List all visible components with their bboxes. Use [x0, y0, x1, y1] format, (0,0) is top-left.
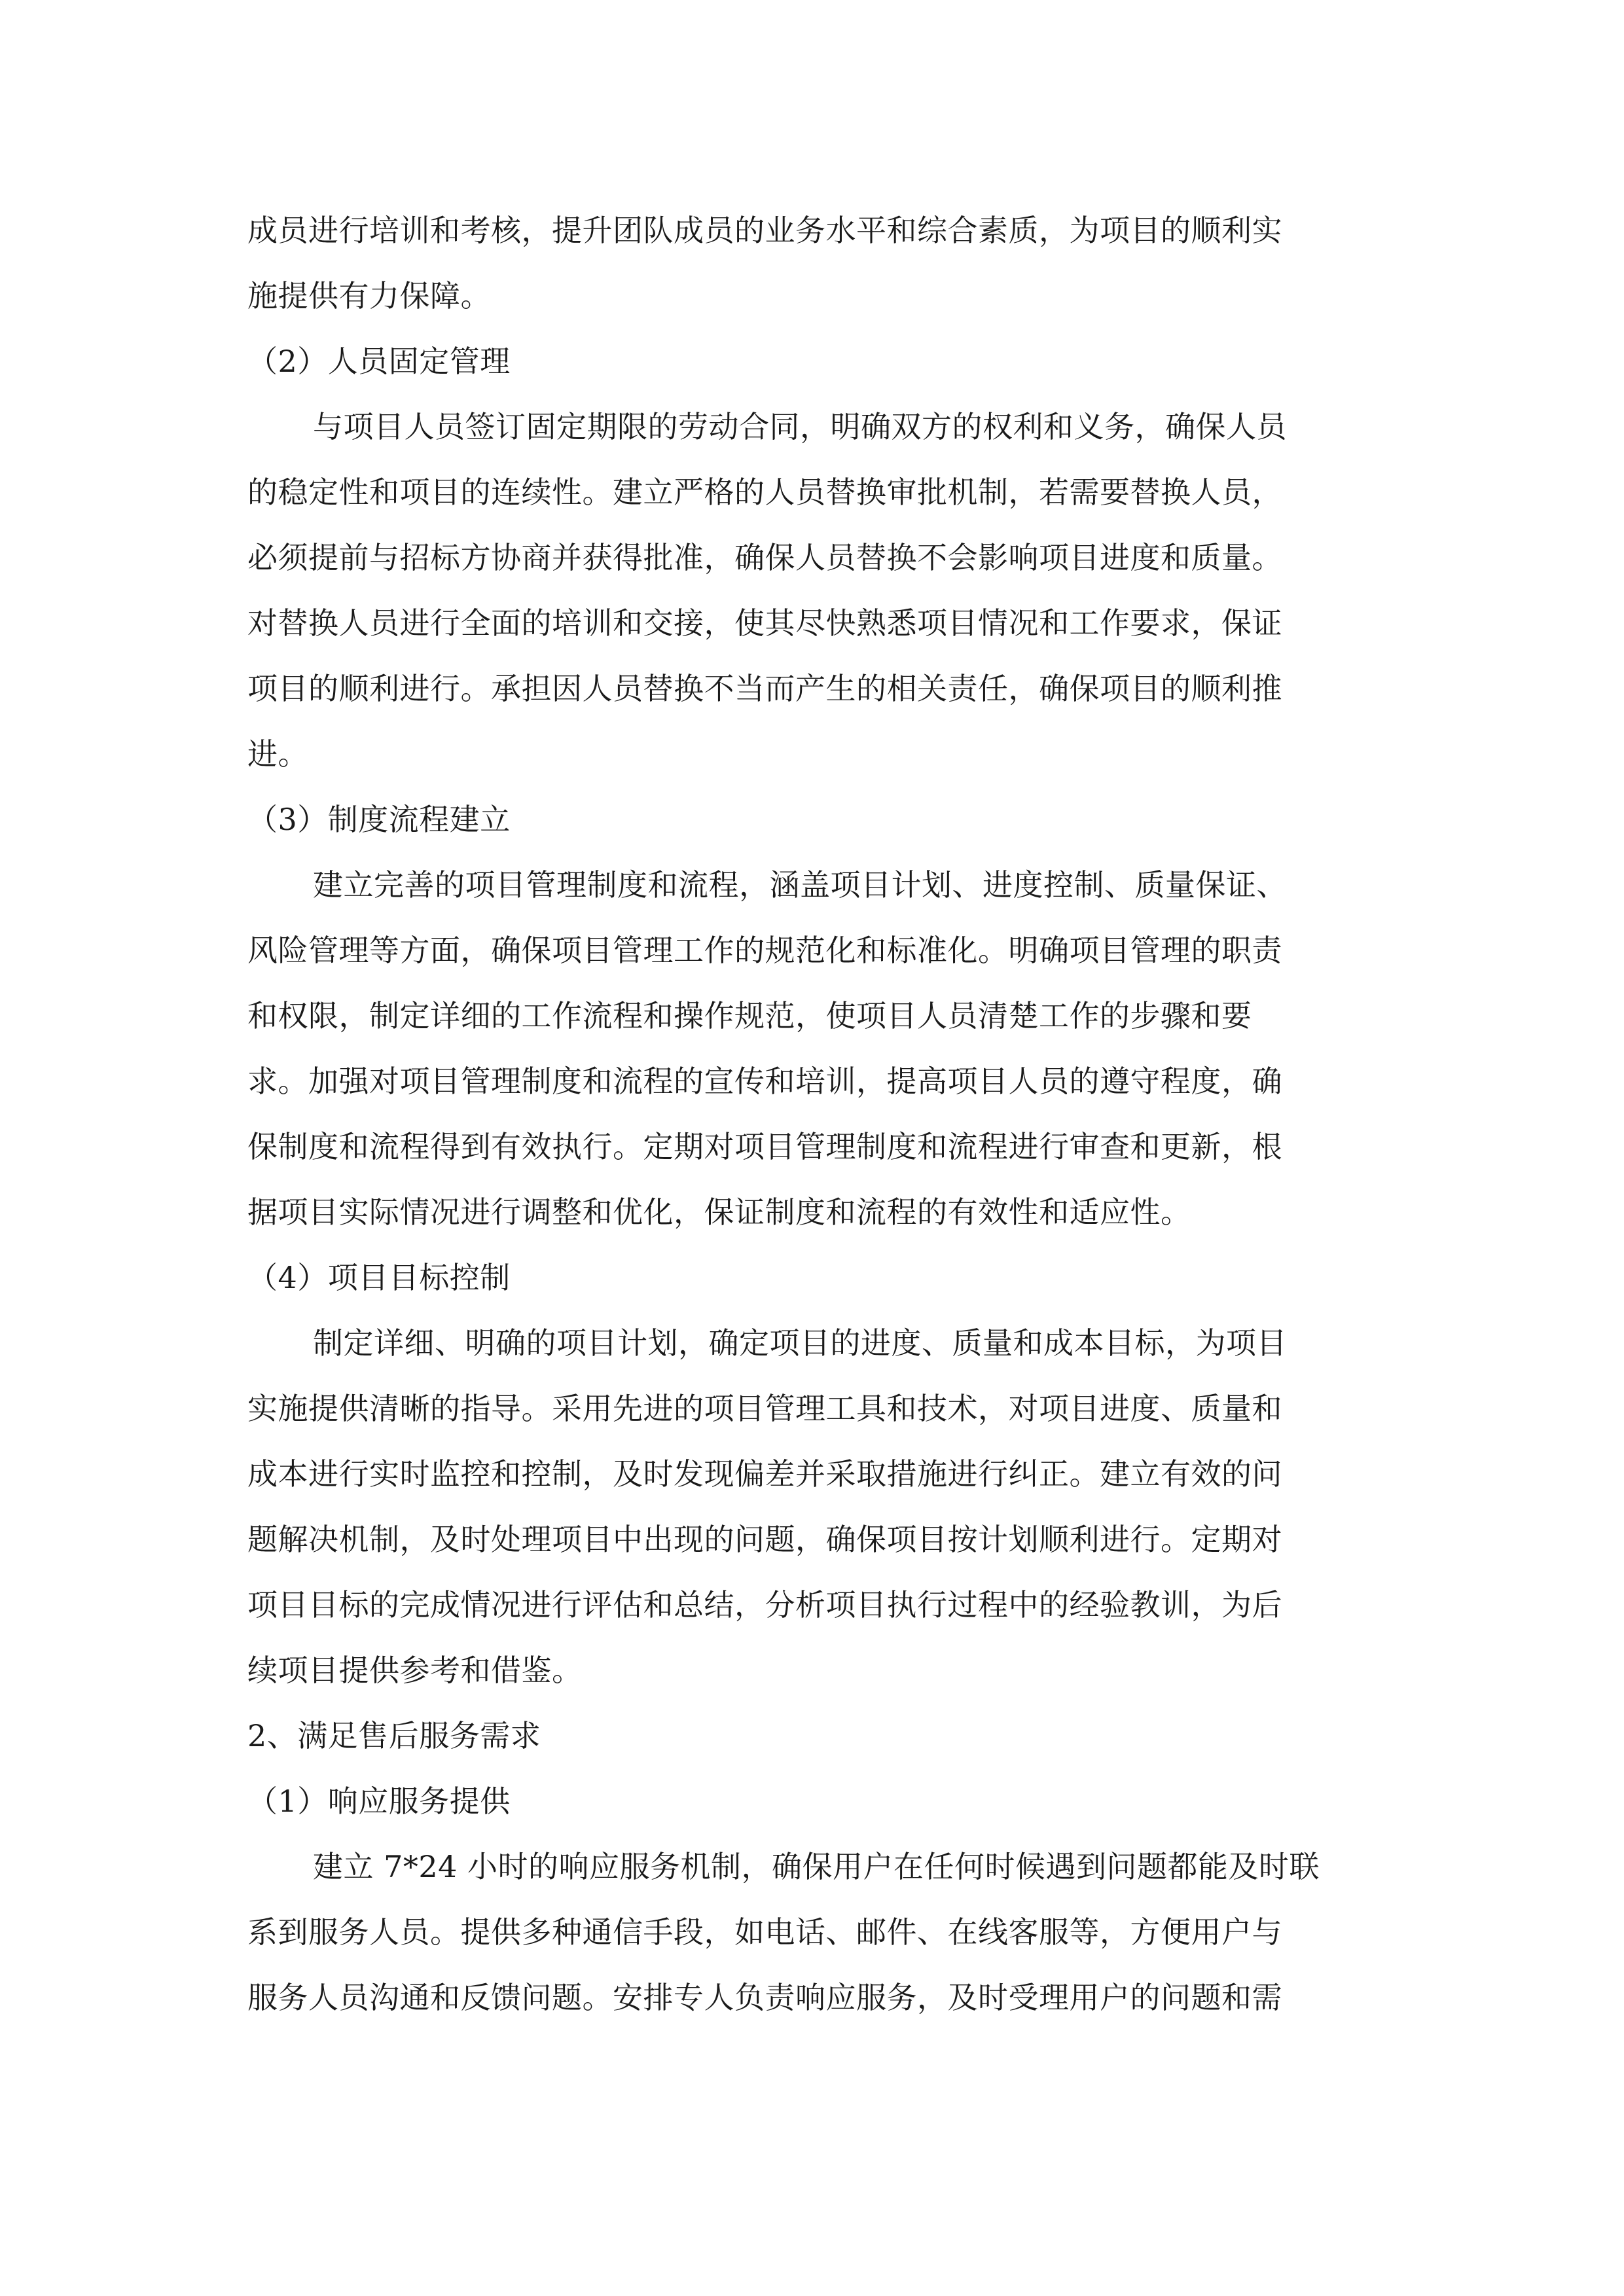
subheading-target-control: （4）项目目标控制	[247, 1260, 511, 1295]
body-line: 服务人员沟通和反馈问题。安排专人负责响应服务，及时受理用户的问题和需	[247, 1980, 1282, 2015]
body-line: 对替换人员进行全面的培训和交接，使其尽快熟悉项目情况和工作要求，保证	[247, 605, 1282, 641]
body-line: 续项目提供参考和借鉴。	[247, 1653, 583, 1688]
body-line: 保制度和流程得到有效执行。定期对项目管理制度和流程进行审查和更新，根	[247, 1129, 1282, 1164]
body-line: 成本进行实时监控和控制，及时发现偏差并采取措施进行纠正。建立有效的问	[247, 1456, 1282, 1492]
body-line: 实施提供清晰的指导。采用先进的项目管理工具和技术，对项目进度、质量和	[247, 1391, 1282, 1426]
body-line: 进。	[247, 736, 308, 772]
subheading-personnel-fixed: （2）人员固定管理	[247, 344, 511, 379]
paragraph-first-line: 制定详细、明确的项目计划，确定项目的进度、质量和成本目标，为项目	[313, 1325, 1287, 1361]
paragraph-first-line: 建立 7*24 小时的响应服务机制，确保用户在任何时候遇到问题都能及时联	[313, 1849, 1320, 1884]
section-heading-after-sales: 2、满足售后服务需求	[247, 1718, 541, 1753]
body-line: 据项目实际情况进行调整和优化，保证制度和流程的有效性和适应性。	[247, 1194, 1191, 1230]
document-body	[247, 198, 1377, 2030]
body-line: 求。加强对项目管理制度和流程的宣传和培训，提高项目人员的遵守程度，确	[247, 1064, 1282, 1099]
body-line: 系到服务人员。提供多种通信手段，如电话、邮件、在线客服等，方便用户与	[247, 1914, 1282, 1950]
body-line: 的稳定性和项目的连续性。建立严格的人员替换审批机制，若需要替换人员，	[247, 475, 1282, 510]
body-line: 题解决机制，及时处理项目中出现的问题，确保项目按计划顺利进行。定期对	[247, 1522, 1282, 1557]
paragraph-first-line: 与项目人员签订固定期限的劳动合同，明确双方的权利和义务，确保人员	[313, 409, 1287, 444]
body-line: 风险管理等方面，确保项目管理工作的规范化和标准化。明确项目管理的职责	[247, 933, 1282, 968]
body-line: 项目的顺利进行。承担因人员替换不当而产生的相关责任，确保项目的顺利推	[247, 671, 1282, 706]
body-line: 项目目标的完成情况进行评估和总结，分析项目执行过程中的经验教训，为后	[247, 1587, 1282, 1623]
subheading-process-establishment: （3）制度流程建立	[247, 802, 511, 837]
body-line: 必须提前与招标方协商并获得批准，确保人员替换不会影响项目进度和质量。	[247, 540, 1282, 575]
body-line: 和权限，制定详细的工作流程和操作规范，使项目人员清楚工作的步骤和要	[247, 998, 1252, 1033]
paragraph-first-line: 建立完善的项目管理制度和流程，涵盖项目计划、进度控制、质量保证、	[313, 867, 1287, 903]
subheading-response-service: （1）响应服务提供	[247, 1784, 511, 1819]
body-line: 施提供有力保障。	[247, 278, 491, 314]
body-line: 成员进行培训和考核，提升团队成员的业务水平和综合素质，为项目的顺利实	[247, 213, 1282, 248]
